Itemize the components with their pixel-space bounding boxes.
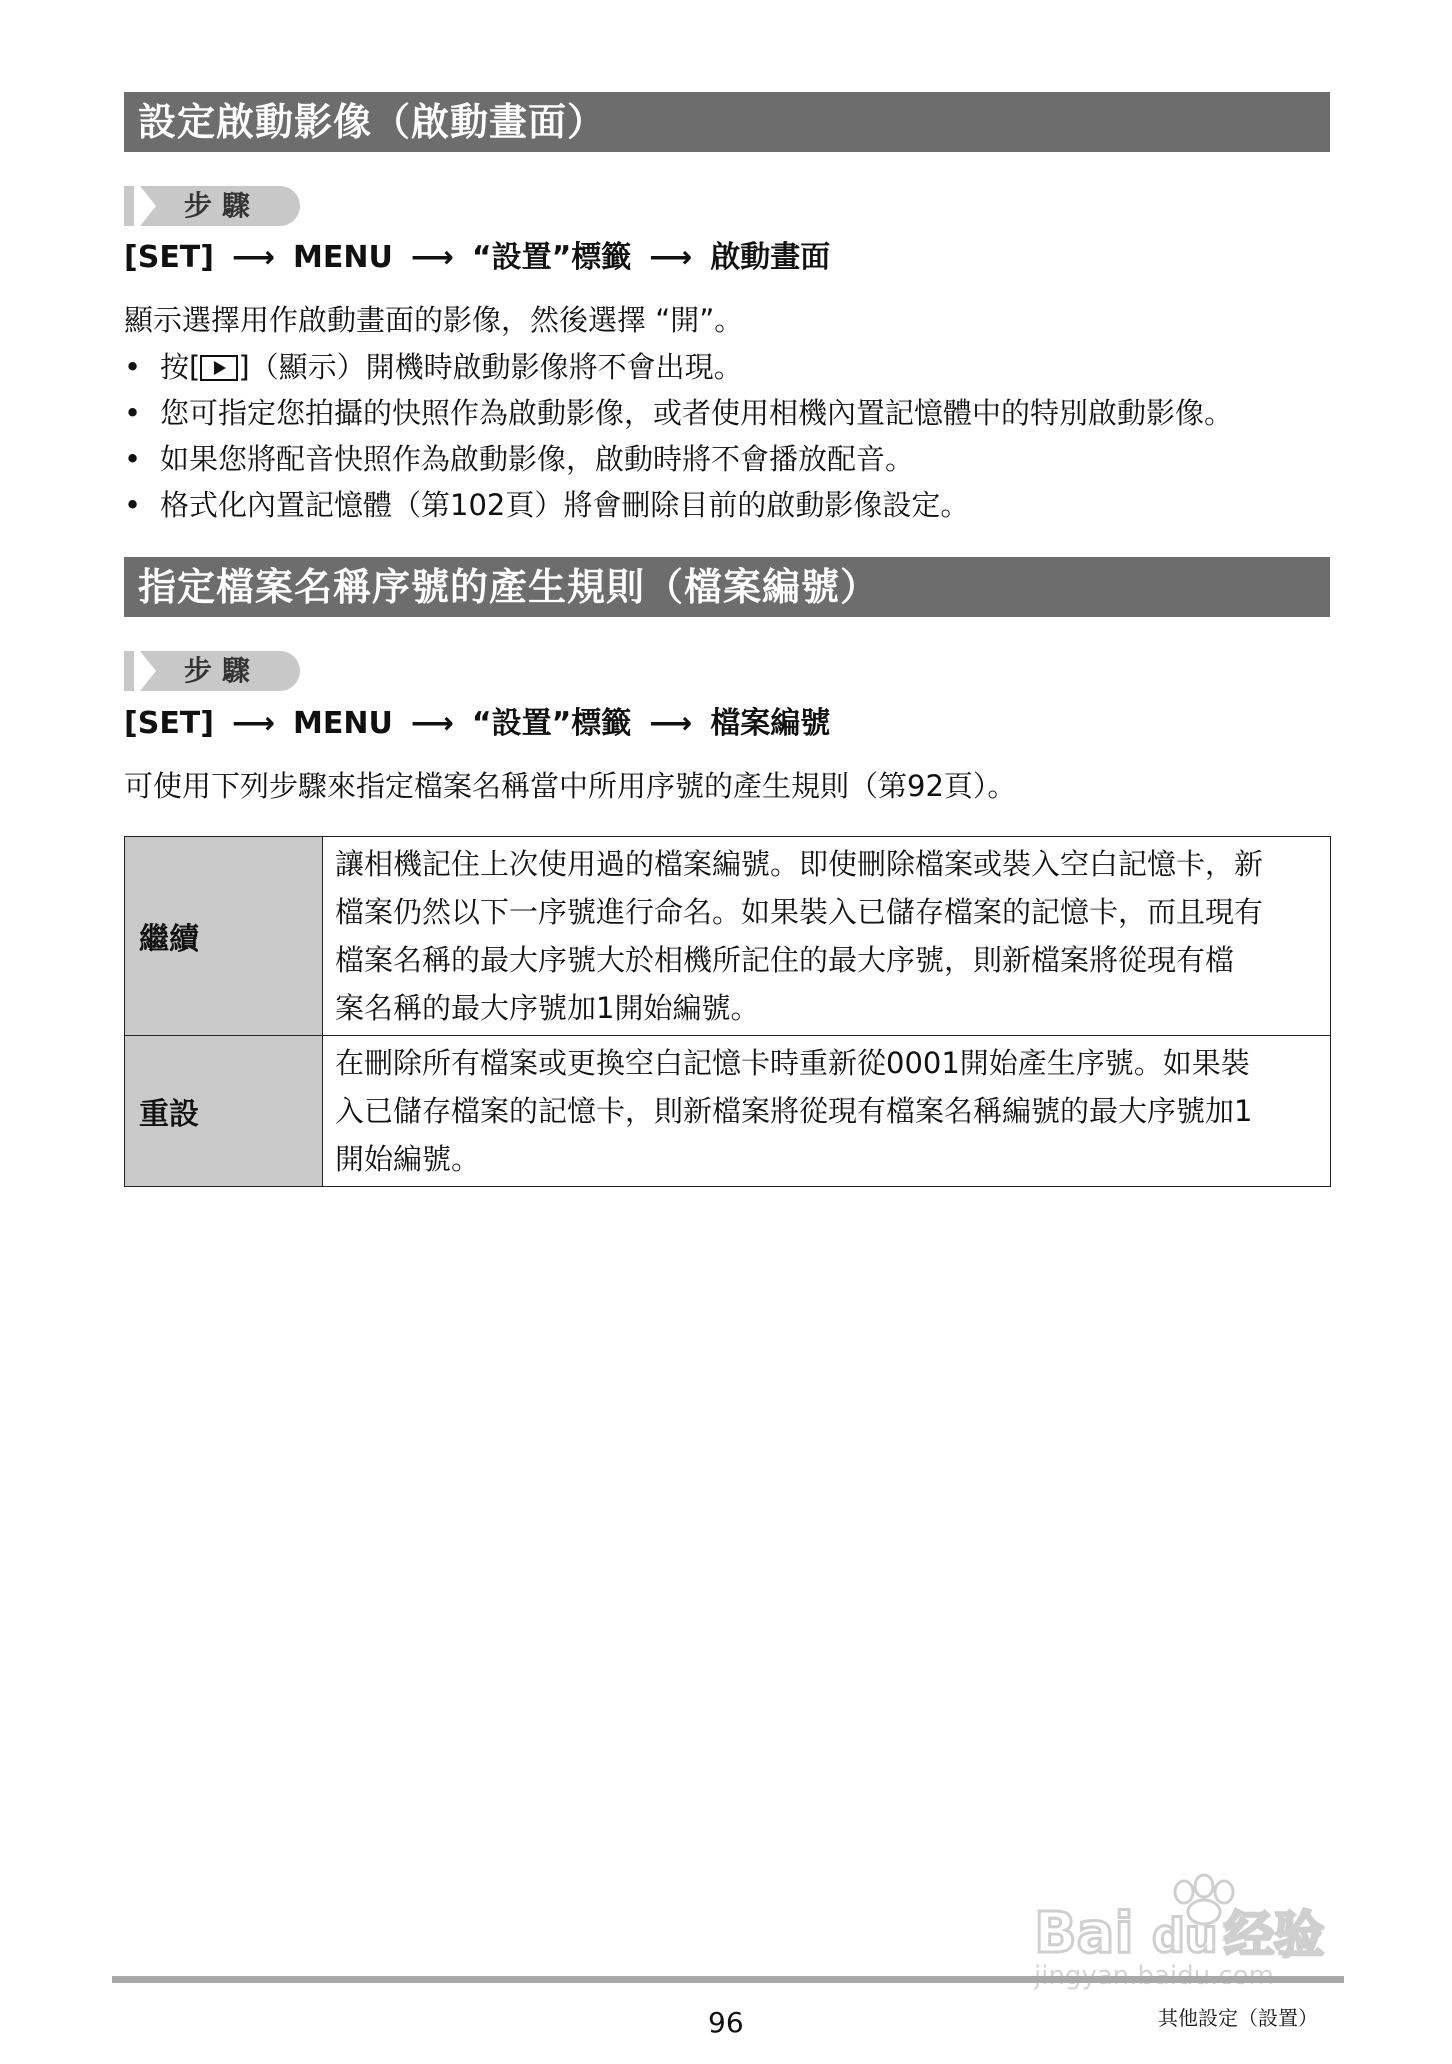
option-name-continue: 繼續	[125, 837, 323, 1036]
section2-intro: 可使用下列步驟來指定檔案名稱當中所用序號的產生規則（第92頁）。	[124, 769, 1017, 803]
option-desc-reset: 在刪除所有檔案或更換空白記憶卡時重新從0001開始產生序號。如果裝 入已儲存檔案的記憶卡，則新檔案將從現有檔案名稱編號的最大序號加1 開始編號。	[323, 1036, 1331, 1187]
section-title-startup-image: 設定啟動影像（啟動畫面）	[124, 92, 1330, 152]
file-numbering-table	[124, 836, 1331, 1187]
menu-path	[124, 238, 830, 278]
path-item: 檔案編號	[710, 706, 831, 741]
option-desc-continue: 讓相機記住上次使用過的檔案編號。即使刪除檔案或裝入空白記憶卡，新 檔案仍然以下一序號進行命名。如果裝入已儲存檔案的記憶卡，而且現有 檔案名稱的最大序號大於相機所記住的最大序號，則新檔案將從現有檔 案名稱的最大序號加1開始編號。	[323, 837, 1331, 1036]
page-number: 96	[708, 2006, 744, 2039]
footer-section-name: 其他設定（設置）	[1158, 2006, 1318, 2030]
footer-rule	[112, 1976, 1344, 1983]
arrow-icon: ⟶	[232, 706, 276, 741]
path-tab: “設置”標籤	[471, 240, 632, 275]
section1-intro: 顯示選擇用作啟動畫面的影像，然後選擇 “開”。	[124, 303, 744, 337]
arrow-icon: ⟶	[232, 240, 276, 275]
arrow-icon: ⟶	[410, 706, 454, 741]
list-item: • 格式化內置記憶體（第102頁）將會刪除目前的啟動影像設定。	[124, 488, 970, 522]
path-set: [SET]	[124, 240, 214, 275]
path-menu: MENU	[293, 706, 393, 741]
steps-badge	[124, 186, 300, 226]
play-icon	[200, 355, 238, 381]
steps-label: 步驟	[184, 654, 261, 687]
path-set: [SET]	[124, 706, 214, 741]
arrow-icon: ⟶	[649, 240, 693, 275]
path-tab: “設置”標籤	[471, 706, 632, 741]
section-title-file-numbering: 指定檔案名稱序號的產生規則（檔案編號）	[124, 557, 1330, 617]
table-row	[125, 1036, 1331, 1187]
arrow-icon: ⟶	[410, 240, 454, 275]
section1-bullets	[124, 344, 1233, 528]
option-name-reset: 重設	[125, 1036, 323, 1187]
svg-text:du: du	[1152, 1909, 1218, 1963]
list-item: • 如果您將配音快照作為啟動影像，啟動時將不會播放配音。	[124, 442, 915, 476]
steps-label: 步驟	[184, 189, 261, 222]
baidu-jingyan-watermark	[1034, 1870, 1374, 1990]
svg-text:Bai: Bai	[1034, 1901, 1134, 1966]
table-row	[125, 837, 1331, 1036]
list-item: • 您可指定您拍攝的快照作為啟動影像，或者使用相機內置記憶體中的特別啟動影像。	[124, 396, 1234, 430]
steps-badge	[124, 651, 300, 691]
path-menu: MENU	[293, 240, 393, 275]
svg-text:经验: 经验	[1224, 1906, 1324, 1964]
arrow-icon: ⟶	[649, 706, 693, 741]
list-item: • 按[ ]（顯示）開機時啟動影像將不會出現。	[124, 350, 743, 384]
path-item: 啟動畫面	[710, 240, 831, 275]
menu-path	[124, 704, 830, 744]
